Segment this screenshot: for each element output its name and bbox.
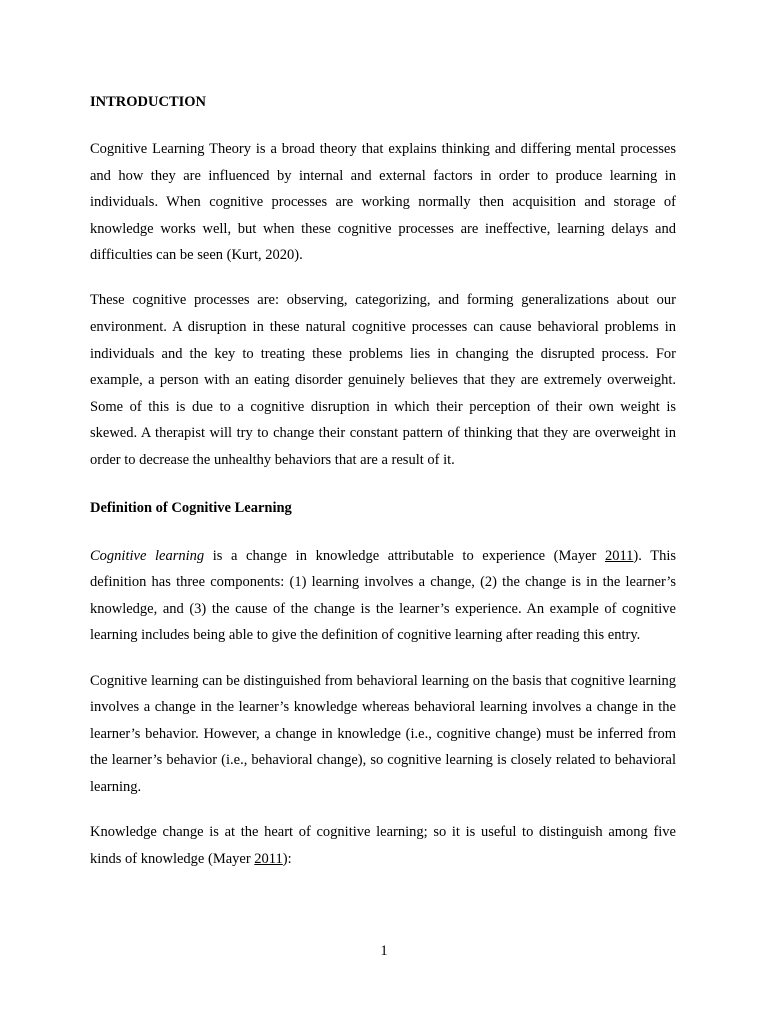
paragraph-processes: These cognitive processes are: observing, categorizing, and forming generalizations about our environment. A disruption in these natural cognitive processes can cause behavioral problems in individuals and the key to treating these problems lies in changing the disrupted process. For example, a person with an eating disorder genuinely believes that they are extremely overweight. Some of this is due to a cognitive disruption in which their perception of their own weight is skewed. A therapist will try to change their constant pattern of thinking that they are overweight in order to decrease the unhealthy behaviors that are a result of it. xyxy=(90,292,676,469)
paragraph-distinction: Cognitive learning can be distinguished from behavioral learning on the basis that cognitive learning involves a change in the learner’s knowledge whereas behavioral learning involves a change in the learner’s behavior. However, a change in knowledge (i.e., cognitive change) must be inferred from the learner’s behavior (i.e., behavioral change), so cognitive learning is closely related to behavioral learning. xyxy=(90,672,676,795)
paragraph-definition xyxy=(90,543,676,649)
section-heading: INTRODUCTION xyxy=(90,94,207,110)
definition-text-after: ). This definition has three components: (1) learning involves a change, (2) the change is in the learner’s knowledge, and (3) the cause of the change is the learner’s experience. An example of cognitive learning includes being able to give the definition of cognitive learning after reading this entry. xyxy=(90,547,676,644)
term-cognitive-learning: Cognitive learning xyxy=(90,547,205,564)
paragraph-intro: Cognitive Learning Theory is a broad theory that explains thinking and differing mental processes and how they are influenced by internal and external factors in order to produce learning in individuals. When cognitive processes are working normally then acquisition and storage of knowledge works well, but when these cognitive processes are ineffective, learning delays and difficulties can be seen (Kurt, 2020). xyxy=(90,141,676,264)
paragraph-knowledge xyxy=(90,819,676,872)
knowledge-text-before: Knowledge change is at the heart of cognitive learning; so it is useful to distinguish among five kinds of knowledge (Mayer xyxy=(90,823,676,867)
definition-text-before: is a change in knowledge attributable to experience (Mayer xyxy=(204,547,605,564)
page-number: 1 xyxy=(380,943,388,959)
citation-link[interactable]: 2011 xyxy=(254,850,283,867)
citation-link[interactable]: 2011 xyxy=(604,547,634,564)
document-page xyxy=(90,92,676,891)
subsection-heading: Definition of Cognitive Learning xyxy=(90,499,292,516)
knowledge-text-after: ): xyxy=(282,850,292,867)
